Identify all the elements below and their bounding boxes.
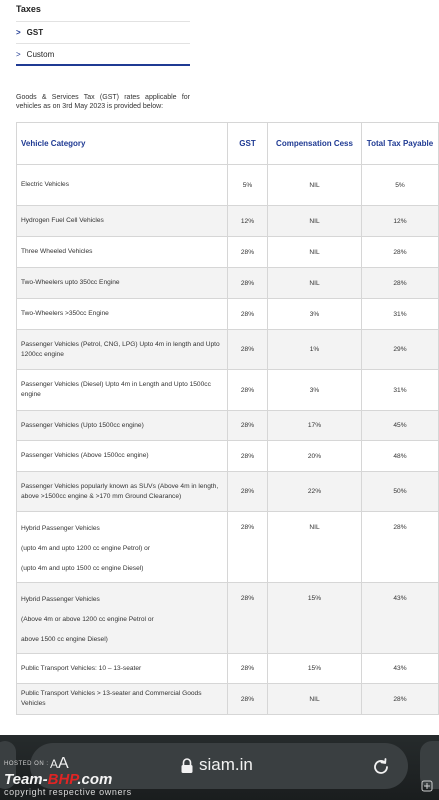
cell-compensation-cess: 3% bbox=[268, 370, 362, 411]
table-row bbox=[17, 472, 439, 512]
cell-total-tax-payable: 12% bbox=[362, 206, 439, 237]
cell-gst: 28% bbox=[228, 512, 268, 583]
cell-gst: 28% bbox=[228, 299, 268, 330]
table-row bbox=[17, 411, 439, 441]
cell-vehicle-category bbox=[17, 206, 228, 237]
cell-compensation-cess: NIL bbox=[268, 165, 362, 206]
aa-small-label: A bbox=[50, 757, 59, 771]
header-vehicle-category: Vehicle Category bbox=[17, 123, 228, 165]
nav-active-underline bbox=[16, 64, 190, 66]
cell-vehicle-category bbox=[17, 583, 228, 654]
address-domain[interactable]: siam.in bbox=[199, 755, 253, 774]
chevron-right-icon: > bbox=[16, 50, 21, 59]
table-row bbox=[17, 684, 439, 715]
cell-total-tax-payable: 31% bbox=[362, 370, 439, 411]
cell-gst: 5% bbox=[228, 165, 268, 206]
category-line: Passenger Vehicles (Petrol, CNG, LPG) Upto 4m in length and Upto 1200cc engine bbox=[21, 340, 220, 358]
category-line: Hydrogen Fuel Cell Vehicles bbox=[21, 217, 104, 224]
table-row bbox=[17, 237, 439, 268]
table-row bbox=[17, 206, 439, 237]
cell-vehicle-category bbox=[17, 165, 228, 206]
table-row bbox=[17, 330, 439, 370]
cell-compensation-cess: 1% bbox=[268, 330, 362, 370]
category-line: Electric Vehicles bbox=[21, 181, 70, 188]
lock-icon bbox=[180, 758, 194, 774]
cell-compensation-cess: NIL bbox=[268, 237, 362, 268]
cell-total-tax-payable: 28% bbox=[362, 268, 439, 299]
cell-gst: 12% bbox=[228, 206, 268, 237]
category-line: above 1500 cc engine Diesel) bbox=[21, 636, 108, 643]
tabs-corner-icon bbox=[421, 780, 433, 792]
watermark-hosted: HOSTED ON : bbox=[4, 761, 49, 767]
category-line: (upto 4m and upto 1500 cc engine Diesel) bbox=[21, 565, 144, 572]
cell-gst: 28% bbox=[228, 441, 268, 472]
cell-gst: 28% bbox=[228, 330, 268, 370]
intro-paragraph: Goods & Services Tax (GST) rates applicable for vehicles as on 3rd May 2023 is provided below: bbox=[16, 94, 190, 110]
cell-gst: 28% bbox=[228, 370, 268, 411]
cell-compensation-cess: NIL bbox=[268, 206, 362, 237]
cell-compensation-cess: 17% bbox=[268, 411, 362, 441]
category-line: Two-Wheelers upto 350cc Engine bbox=[21, 279, 120, 286]
cell-total-tax-payable: 43% bbox=[362, 583, 439, 654]
cell-total-tax-payable: 5% bbox=[362, 165, 439, 206]
cell-total-tax-payable: 28% bbox=[362, 237, 439, 268]
nav-item-gst[interactable] bbox=[16, 28, 43, 37]
chevron-right-icon: > bbox=[16, 28, 21, 37]
cell-vehicle-category bbox=[17, 268, 228, 299]
table-row bbox=[17, 512, 439, 583]
nav-divider bbox=[16, 43, 190, 44]
category-line: Public Transport Vehicles > 13-seater and Commercial Goods Vehicles bbox=[21, 690, 202, 707]
header-total-tax-payable: Total Tax Payable bbox=[362, 123, 439, 165]
cell-compensation-cess: 15% bbox=[268, 654, 362, 684]
watermark-brand bbox=[4, 771, 112, 788]
category-line: Hybrid Passenger Vehicles bbox=[21, 596, 100, 603]
reload-icon[interactable] bbox=[370, 756, 392, 778]
cell-vehicle-category bbox=[17, 237, 228, 268]
cell-gst: 28% bbox=[228, 237, 268, 268]
cell-vehicle-category bbox=[17, 684, 228, 715]
cell-total-tax-payable: 28% bbox=[362, 512, 439, 583]
table-row bbox=[17, 441, 439, 472]
watermark-copyright: copyright respective owners bbox=[4, 787, 132, 797]
cell-total-tax-payable: 50% bbox=[362, 472, 439, 512]
cell-compensation-cess: 22% bbox=[268, 472, 362, 512]
cell-vehicle-category bbox=[17, 654, 228, 684]
table-row bbox=[17, 268, 439, 299]
nav-divider bbox=[16, 21, 190, 22]
nav-item-label: GST bbox=[26, 28, 44, 37]
category-line: (Above 4m or above 1200 cc engine Petrol or bbox=[21, 616, 154, 623]
table-row bbox=[17, 299, 439, 330]
watermark-brand-part: BHP bbox=[47, 771, 78, 788]
category-line: Passenger Vehicles (Above 1500cc engine) bbox=[21, 452, 149, 459]
cell-vehicle-category bbox=[17, 512, 228, 583]
gst-rates-table bbox=[16, 122, 439, 715]
cell-compensation-cess: NIL bbox=[268, 684, 362, 715]
nav-item-custom[interactable] bbox=[16, 50, 54, 59]
cell-gst: 28% bbox=[228, 268, 268, 299]
category-line: Hybrid Passenger Vehicles bbox=[21, 525, 100, 532]
cell-vehicle-category bbox=[17, 441, 228, 472]
category-line: (upto 4m and upto 1200 cc engine Petrol) or bbox=[21, 545, 151, 552]
cell-vehicle-category bbox=[17, 411, 228, 441]
category-line: Passenger Vehicles (Diesel) Upto 4m in Length and Upto 1500cc engine bbox=[21, 381, 211, 398]
cell-vehicle-category bbox=[17, 330, 228, 370]
cell-vehicle-category bbox=[17, 472, 228, 512]
nav-item-label: Custom bbox=[26, 50, 55, 59]
nav-section-title: Taxes bbox=[16, 4, 41, 14]
cell-compensation-cess: NIL bbox=[268, 512, 362, 583]
header-gst: GST bbox=[228, 123, 268, 165]
cell-compensation-cess: NIL bbox=[268, 268, 362, 299]
table-row bbox=[17, 370, 439, 411]
header-compensation-cess: Compensation Cess bbox=[268, 123, 362, 165]
cell-total-tax-payable: 43% bbox=[362, 654, 439, 684]
cell-total-tax-payable: 45% bbox=[362, 411, 439, 441]
table-row bbox=[17, 583, 439, 654]
watermark-brand-part: Team- bbox=[4, 771, 48, 788]
cell-total-tax-payable: 28% bbox=[362, 684, 439, 715]
watermark-brand-part: .com bbox=[77, 771, 113, 788]
category-line: Three Wheeled Vehicles bbox=[21, 248, 93, 255]
category-line: Passenger Vehicles popularly known as SUVs (Above 4m in length, above >1500cc engine & >170 mm Ground Clearance) bbox=[21, 482, 219, 500]
cell-gst: 28% bbox=[228, 583, 268, 654]
cell-total-tax-payable: 48% bbox=[362, 441, 439, 472]
table-row bbox=[17, 165, 439, 206]
category-line: Two-Wheelers >350cc Engine bbox=[21, 310, 109, 317]
cell-compensation-cess: 15% bbox=[268, 583, 362, 654]
table-row bbox=[17, 654, 439, 684]
cell-compensation-cess: 20% bbox=[268, 441, 362, 472]
cell-total-tax-payable: 29% bbox=[362, 330, 439, 370]
cell-gst: 28% bbox=[228, 684, 268, 715]
category-line: Public Transport Vehicles: 10 – 13-seater bbox=[21, 664, 142, 672]
cell-gst: 28% bbox=[228, 411, 268, 441]
cell-compensation-cess: 3% bbox=[268, 299, 362, 330]
table-header-row bbox=[17, 123, 439, 165]
cell-gst: 28% bbox=[228, 472, 268, 512]
cell-vehicle-category bbox=[17, 299, 228, 330]
aa-large-label: A bbox=[58, 755, 69, 772]
cell-vehicle-category bbox=[17, 370, 228, 411]
category-line: Passenger Vehicles (Upto 1500cc engine) bbox=[21, 421, 144, 429]
cell-total-tax-payable: 31% bbox=[362, 299, 439, 330]
cell-gst: 28% bbox=[228, 654, 268, 684]
